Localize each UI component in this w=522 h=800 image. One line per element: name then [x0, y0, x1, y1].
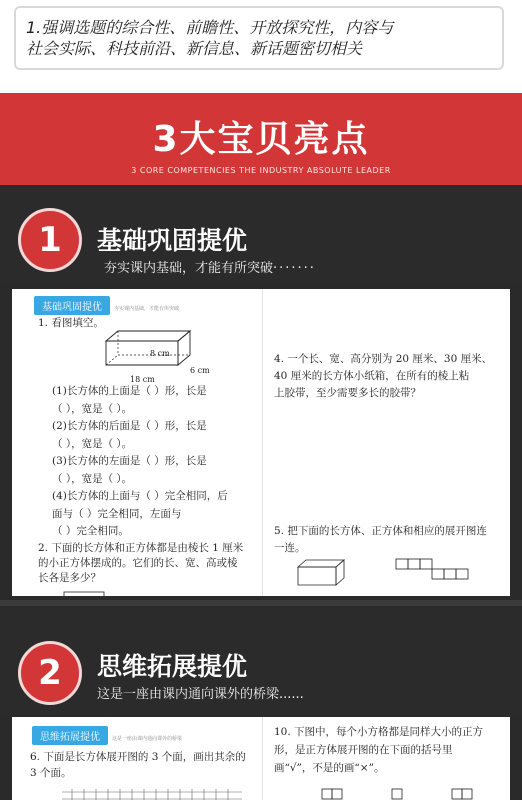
blank-line: （ ），宽是（ ）。 [52, 402, 133, 415]
question-10 [274, 723, 483, 777]
blank-line: (2)长方体的后面是（ ）形，长是 [52, 420, 207, 432]
dimension-width: 18 cm [130, 375, 155, 384]
net-diagrams-illustration [296, 557, 496, 591]
question-6-line: 3 个面。 [30, 767, 72, 779]
blank-line: (1)长方体的上面是（ ）形，长是 [52, 385, 207, 397]
cube-stack-illustration [62, 589, 122, 596]
section-1-page-preview [12, 289, 510, 596]
question-4 [274, 351, 492, 402]
blank-line: （ ），宽是（ ）。 [52, 437, 133, 450]
grid-illustration [62, 789, 242, 800]
feature-line-1: 1.强调选题的综合性、前瞻性、开放探究性，内容与 [26, 18, 394, 37]
question-5 [274, 523, 487, 557]
question-5-line: 5. 把下面的长方体、正方体和相应的展开图连 [274, 525, 487, 537]
question-5-line: 一连。 [274, 542, 306, 554]
top-band [0, 0, 522, 93]
section-2-subtitle: 这是一座由课内通向课外的桥梁...... [97, 687, 304, 702]
dimension-height: 8 cm [150, 349, 170, 358]
question-10-line: 形，是正方体展开图的在下面的括号里 [274, 744, 453, 756]
blank-line: (4)长方体的上面与（ ）完全相同，后 [52, 490, 228, 502]
section-1-page-badge: 基础巩固提优 [34, 296, 110, 315]
question-2-line: 2. 下面的长方体和正方体都是由棱长 1 厘米 [38, 542, 244, 554]
dimension-depth: 6 cm [190, 366, 210, 375]
section-1-page-badge-note: 夯实课内基础，才能有所突破 [114, 306, 180, 312]
section-1-subtitle [104, 257, 316, 276]
highlights-subtitle: 3 CORE COMPETENCIES THE INDUSTRY ABSOLUTE LEADER [131, 166, 391, 175]
section-1-dots: ······· [273, 261, 316, 276]
question-4-line: 4. 一个长、宽、高分别为 20 厘米、30 厘米、 [274, 353, 493, 365]
page-fold-divider [262, 717, 263, 800]
highlights-title: 3大宝贝亮点 [152, 119, 370, 160]
section-2-page-badge: 思维拓展提优 [32, 726, 108, 745]
feature-line-2: 社会实际、科技前沿、新信息、新话题密切相关 [26, 39, 363, 58]
section-2-left-header [32, 725, 182, 745]
blank-line: 面与（ ）完全相同，左面与 [52, 507, 182, 520]
section-1-title: 基础巩固提优 [97, 226, 248, 255]
page-fold-divider [262, 289, 263, 596]
question-6-line: 6. 下面是长方体展开图的 3 个面，画出其余的 [30, 751, 246, 763]
question-2 [38, 541, 243, 586]
question-1: 1. 看图填空。 [38, 317, 104, 329]
blank-line: （ ）完全相同。 [52, 525, 129, 537]
question-6 [30, 749, 246, 781]
cube-net-grid-illustration [312, 785, 502, 800]
section-1-subtitle-text: 夯实课内基础，才能有所突破 [104, 261, 274, 276]
question-10-line: 10. 下图中，每个小方格都是同样大小的正方 [274, 726, 484, 738]
section-2-title: 思维拓展提优 [97, 652, 248, 681]
section-2-page-badge-note: 这是一座由课内通向课外的桥梁 [112, 736, 183, 742]
section-2-page-preview [12, 717, 510, 800]
section-2-number-badge: 2 [18, 641, 82, 705]
feature-text-box [14, 6, 504, 70]
question-2-line: 的小正方体摆成的。它们的长、宽、高或棱 [38, 557, 238, 569]
section-1-number-badge: 1 [18, 208, 82, 272]
question-10-line: 画“√”，不是的画“×”。 [274, 762, 385, 774]
question-4-line: 40 厘米的长方体小纸箱，在所有的棱上粘 [274, 370, 470, 382]
blank-line: （ ），宽是（ ）。 [52, 472, 133, 485]
question-4-line: 上胶带，至少需要多长的胶带？ [274, 387, 421, 399]
blank-line: (3)长方体的左面是（ ）形，长是 [52, 455, 207, 467]
question-1-blanks [52, 383, 228, 541]
question-2-line: 长各是多少？ [38, 572, 101, 584]
section-1-left-header [34, 295, 179, 315]
